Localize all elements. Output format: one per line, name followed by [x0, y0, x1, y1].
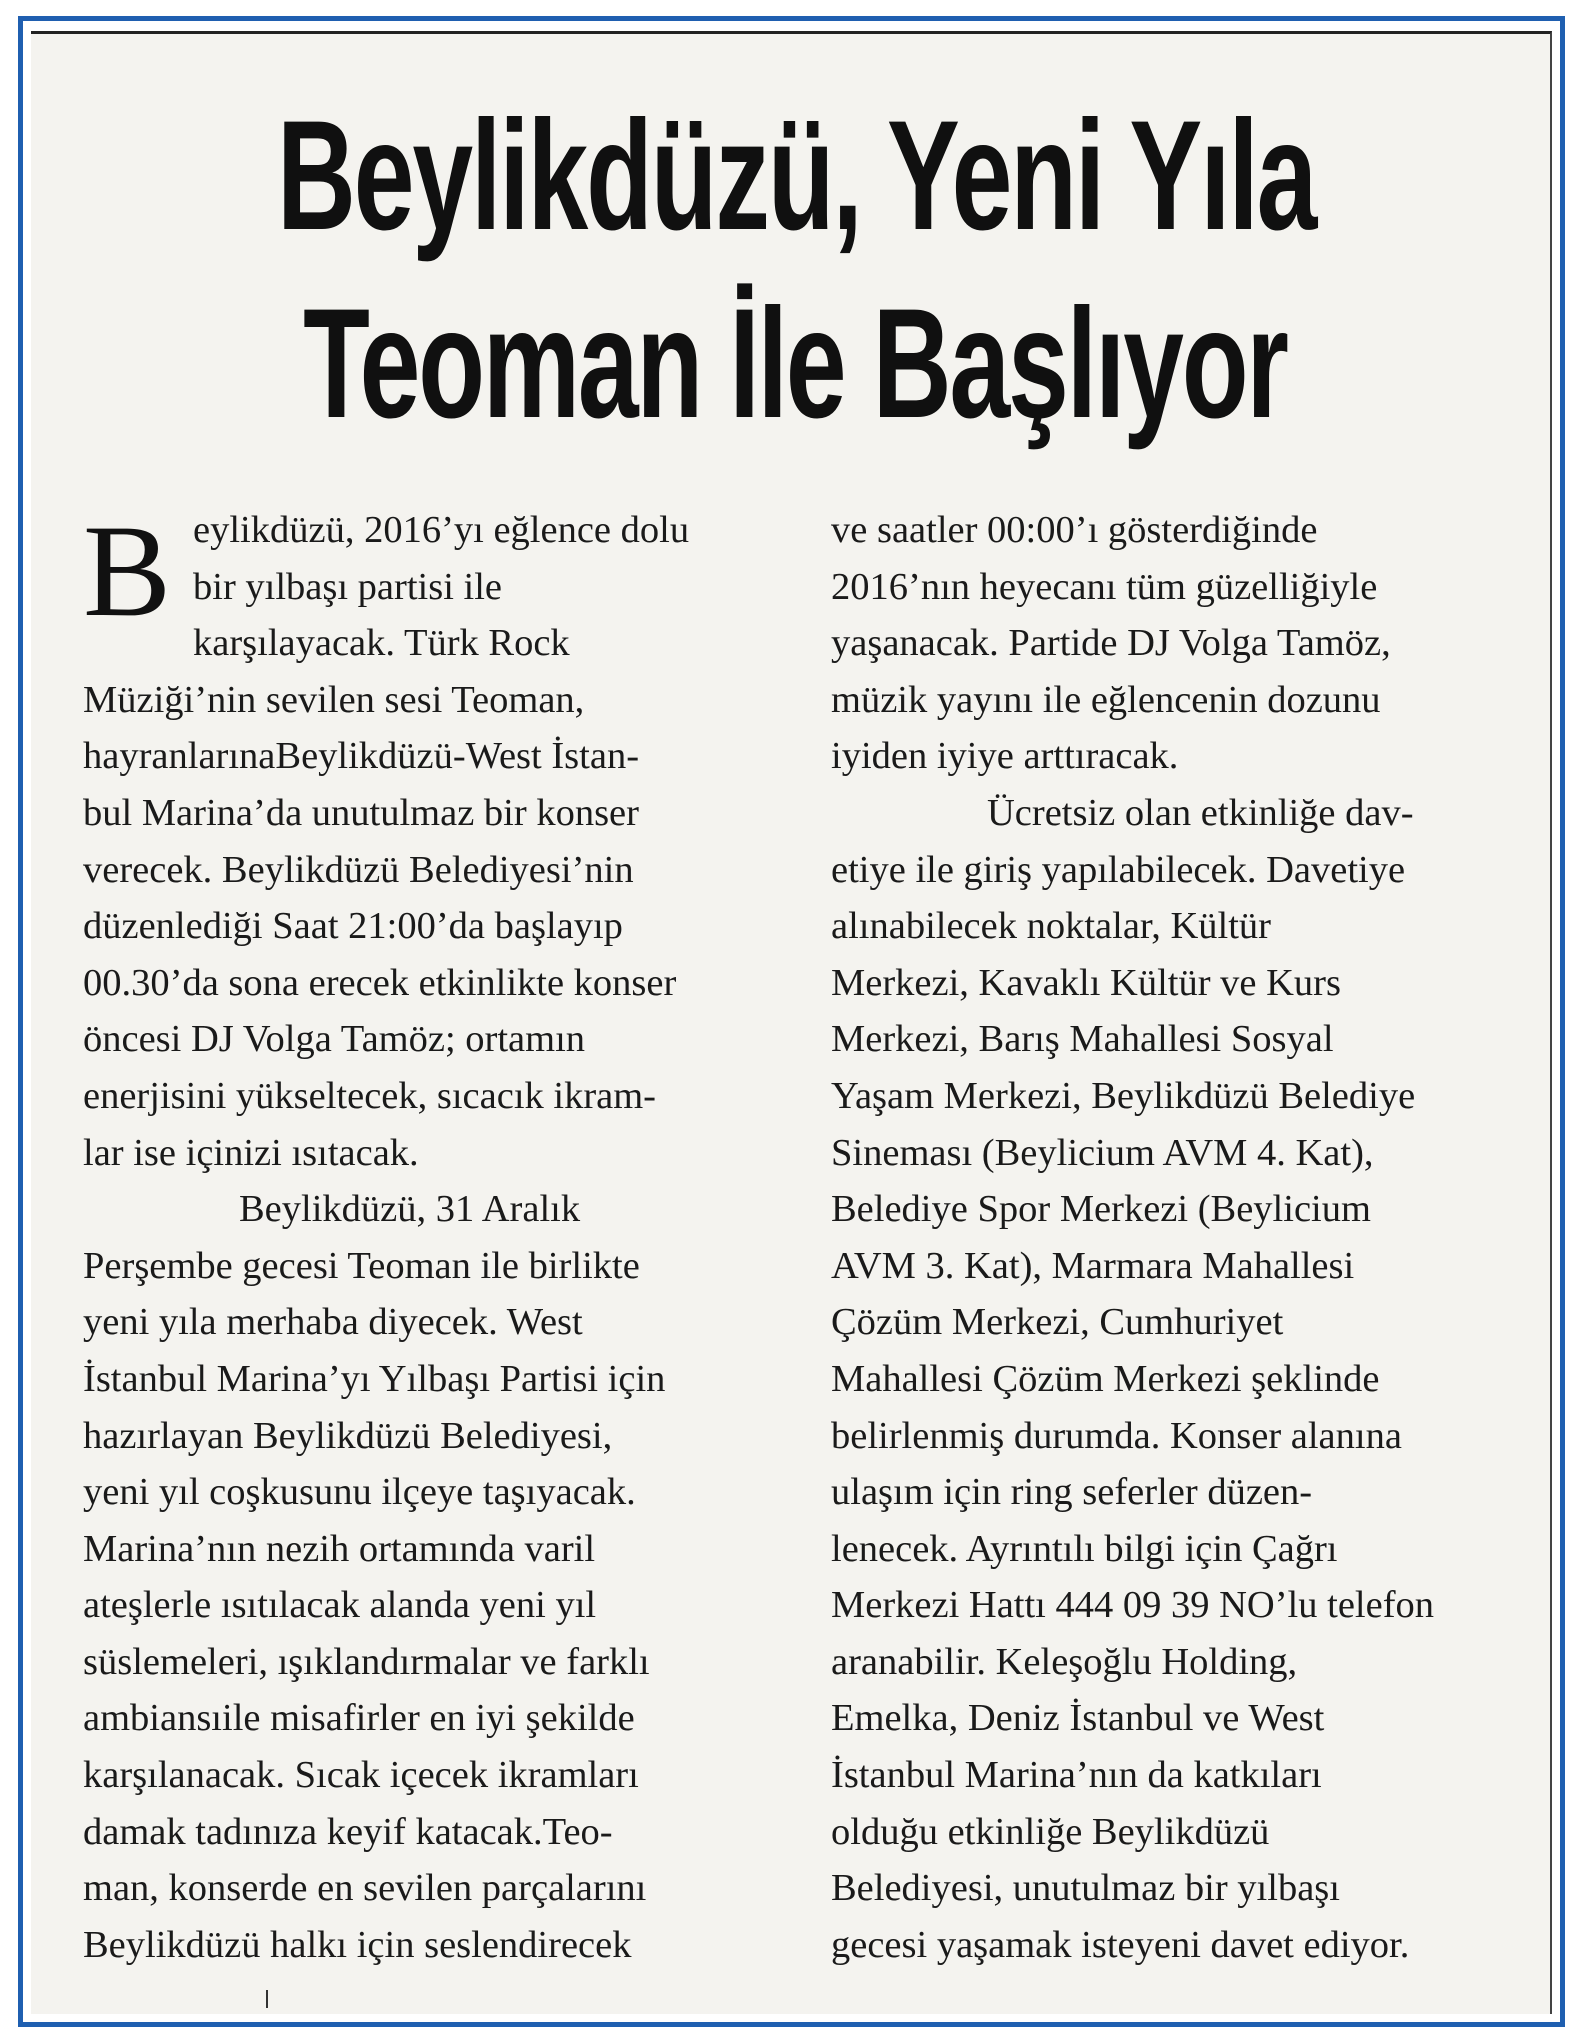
text-line: eylikdüzü, 2016’yı eğlence dolu — [193, 509, 690, 551]
text-line: ve saatler 00:00’ı gösterdiğinde — [831, 509, 1318, 551]
headline — [277, 82, 1316, 458]
text-line: düzenlediği Saat 21:00’da başlayıp — [83, 905, 623, 948]
text-line: ambiansıile misafirler en iyi şekilde — [83, 1697, 635, 1740]
text-line: lenecek. Ayrıntılı bilgi için Çağrı — [831, 1527, 1338, 1570]
text-line: ulaşım için ring seferler düzen- — [831, 1471, 1313, 1514]
text-line: karşılayacak. Türk Rock — [193, 622, 570, 665]
text-line: İstanbul Marina’nın da katkıları — [831, 1754, 1322, 1797]
text-line: süslemeleri, ışıklandırmalar ve farklı — [83, 1640, 650, 1683]
text-line: 00.30’da sona erecek etkinlikte konser — [83, 961, 677, 1004]
newspaper-clipping — [31, 31, 1552, 2014]
text-line: hayranlarınaBeylikdüzü-West İstan- — [83, 735, 640, 778]
text-line: Beylikdüzü halkı için seslendirecek — [83, 1923, 632, 1966]
text-line: Emelka, Deniz İstanbul ve West — [831, 1697, 1325, 1740]
text-line: olduğu etkinliğe Beylikdüzü — [831, 1810, 1270, 1853]
headline-line-2: Teoman İle Başlıyor — [303, 277, 1287, 451]
text-line: etiye ile giriş yapılabilecek. Davetiye — [831, 848, 1406, 891]
text-line: belirlenmiş durumda. Konser alanına — [831, 1414, 1402, 1457]
text-line: Belediye Spor Merkezi (Beylicium — [831, 1188, 1371, 1231]
text-line: müzik yayını ile eğlencenin dozunu — [831, 678, 1381, 721]
text-line: enerjisini yükseltecek, sıcacık ikram- — [83, 1074, 657, 1117]
text-line: yeni yıl coşkusunu ilçeye taşıyacak. — [83, 1471, 636, 1514]
text-line: lar ise içinizi ısıtacak. — [83, 1131, 419, 1174]
text-line: aranabilir. Keleşoğlu Holding, — [831, 1640, 1298, 1683]
text-line: damak tadınıza keyif katacak.Teo- — [83, 1810, 613, 1853]
article-column-right — [831, 502, 1543, 1973]
text-line: Perşembe gecesi Teoman ile birlikte — [83, 1244, 640, 1287]
crop-mark — [266, 1990, 268, 2008]
text-line: gecesi yaşamak isteyeni davet ediyor. — [831, 1923, 1410, 1966]
text-line: ateşlerle ısıtılacak alanda yeni yıl — [83, 1584, 597, 1627]
text-line: Müziği’nin sevilen sesi Teoman, — [83, 678, 585, 721]
text-line: Merkezi Hattı 444 09 39 NO’lu telefon — [831, 1584, 1435, 1627]
text-line: İstanbul Marina’yı Yılbaşı Partisi için — [83, 1357, 666, 1400]
text-line: 2016’nın heyecanı tüm güzelliğiyle — [831, 565, 1378, 608]
text-line: Ücretsiz olan etkinliğe dav- — [987, 791, 1414, 834]
text-line: Yaşam Merkezi, Beylikdüzü Belediye — [831, 1074, 1416, 1117]
text-line: öncesi DJ Volga Tamöz; ortamın — [83, 1018, 586, 1061]
text-line: iyiden iyiye arttıracak. — [831, 735, 1179, 778]
dropcap-lines — [83, 497, 795, 672]
text-line: Marina’nın nezih ortamında varil — [83, 1527, 596, 1570]
text-line: yeni yıla merhaba diyecek. West — [83, 1301, 583, 1344]
headline-line-1: Beylikdüzü, Yeni Yıla — [277, 89, 1316, 263]
text-line: Sineması (Beylicium AVM 4. Kat), — [831, 1131, 1374, 1174]
text-line: verecek. Beylikdüzü Belediyesi’nin — [83, 848, 634, 891]
text-line: hazırlayan Beylikdüzü Belediyesi, — [83, 1414, 613, 1457]
text-line: man, konserde en sevilen parçalarını — [83, 1867, 647, 1910]
text-line: Merkezi, Kavaklı Kültür ve Kurs — [831, 961, 1341, 1004]
text-line: AVM 3. Kat), Marmara Mahallesi — [831, 1244, 1355, 1287]
text-line: bir yılbaşı partisi ile — [193, 565, 503, 608]
text-line: Beylikdüzü, 31 Aralık — [239, 1188, 581, 1231]
text-line: Mahallesi Çözüm Merkezi şeklinde — [831, 1357, 1380, 1400]
text-line: bul Marina’da unutulmaz bir konser — [83, 791, 639, 834]
text-line: alınabilecek noktalar, Kültür — [831, 905, 1271, 948]
text-line: yaşanacak. Partide DJ Volga Tamöz, — [831, 622, 1391, 665]
text-line: Merkezi, Barış Mahallesi Sosyal — [831, 1018, 1334, 1061]
text-line: Çözüm Merkezi, Cumhuriyet — [831, 1301, 1284, 1344]
article-column-left — [83, 497, 795, 1973]
text-line: karşılanacak. Sıcak içecek ikramları — [83, 1754, 639, 1797]
clipping-frame — [18, 16, 1565, 2027]
drop-cap: B — [83, 497, 172, 644]
text-line: Belediyesi, unutulmaz bir yılbaşı — [831, 1867, 1340, 1910]
